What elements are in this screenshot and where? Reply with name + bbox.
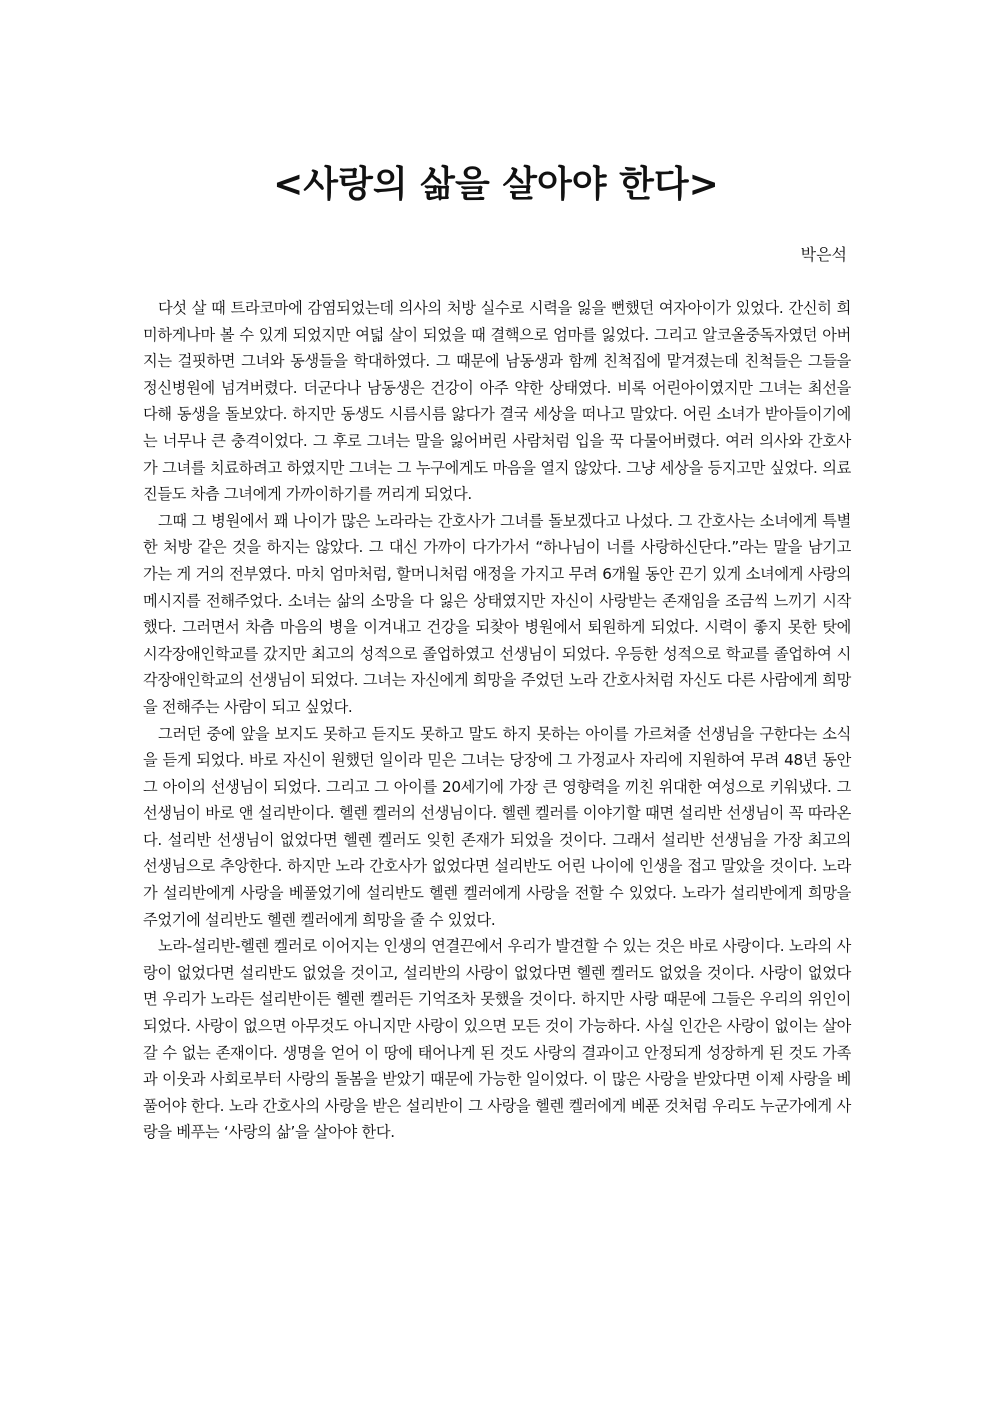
paragraph-2: 그때 그 병원에서 꽤 나이가 많은 노라라는 간호사가 그녀를 돌보겠다고 나섰다. 그 간호사는 소녀에게 특별한 처방 같은 것을 하지는 않았다. 그 대신 가까이 다가가서 “하나님이 너를 사랑하신단다.”라는 말을 남기고 가는 게 거의 전부였다. 마치 엄마처럼, 할머니처럼 애정을 가지고 무려 6개월 동안 끈기 있게 소녀에게 사랑의 메시지를 전해주었다. 소녀는 삶의 소망을 다 잃은 상태였지만 자신이 사랑받는 존재임을 조금씩 느끼기 시작했다. 그러면서 차츰 마음의 병을 이겨내고 건강을 되찾아 병원에서 퇴원하게 되었다. 시력이 좋지 못한 탓에 시각장애인학교를 갔지만 최고의 성적으로 졸업하였고 선생님이 되었다. 우등한 성적으로 학교를 졸업하여 시각장애인학교의 선생님이 되었다. 그녀는 자신에게 희망을 주었던 노라 간호사처럼 자신도 다른 사람에게 희망을 전해주는 사람이 되고 싶었다. [143, 511, 851, 716]
document-title: <사랑의 삶을 살아야 한다> [273, 164, 719, 205]
paragraph-1: 다섯 살 때 트라코마에 감염되었는데 의사의 처방 실수로 시력을 잃을 뻔했던 여자아이가 있었다. 간신히 희미하게나마 볼 수 있게 되었지만 여덟 살이 되었을 때 결핵으로 엄마를 잃었다. 그리고 알코올중독자였던 아버지는 걸핏하면 그녀와 동생들을 학대하였다. 그 때문에 남동생과 함께 친척집에 맡겨졌는데 친척들은 그들을 정신병원에 넘겨버렸다. 더군다나 남동생은 건강이 아주 약한 상태였다. 비록 어린아이였지만 그녀는 최선을 다해 동생을 돌보았다. 하지만 동생도 시름시름 앓다가 결국 세상을 떠나고 말았다. 어린 소녀가 받아들이기에는 너무나 큰 충격이었다. 그 후로 그녀는 말을 잃어버린 사람처럼 입을 꾹 다물어버렸다. 여러 의사와 간호사가 그녀를 치료하려고 하였지만 그녀는 그 누구에게도 마음을 열지 않았다. 그냥 세상을 등지고만 싶었다. 의료진들도 차츰 그녀에게 가까이하기를 꺼리게 되었다. [143, 299, 851, 504]
document-body [143, 295, 851, 1146]
author-name: 박은석 [800, 245, 847, 264]
paragraph-3: 그러던 중에 앞을 보지도 못하고 듣지도 못하고 말도 하지 못하는 아이를 가르쳐줄 선생님을 구한다는 소식을 듣게 되었다. 바로 자신이 원했던 일이라 믿은 그녀는 당장에 그 가정교사 자리에 지원하여 무려 48년 동안 그 아이의 선생님이 되었다. 그리고 그 아이를 20세기에 가장 큰 영향력을 끼친 위대한 여성으로 키워냈다. 그 선생님이 바로 앤 설리반이다. 헬렌 켈러의 선생님이다. 헬렌 켈러를 이야기할 때면 설리반 선생님이 꼭 따라온다. 설리반 선생님이 없었다면 헬렌 켈러도 잊힌 존재가 되었을 것이다. 그래서 설리반 선생님을 가장 최고의 선생님으로 추앙한다. 하지만 노라 간호사가 없었다면 설리반도 어린 나이에 인생을 접고 말았을 것이다. 노라가 설리반에게 사랑을 베풀었기에 설리반도 헬렌 켈러에게 사랑을 전할 수 있었다. 노라가 설리반에게 희망을 주었기에 설리반도 헬렌 켈러에게 희망을 줄 수 있었다. [143, 724, 851, 929]
paragraph-4: 노라-설리반-헬렌 켈러로 이어지는 인생의 연결끈에서 우리가 발견할 수 있는 것은 바로 사랑이다. 노라의 사랑이 없었다면 설리반도 없었을 것이고, 설리반의 사랑이 없었다면 헬렌 켈러도 없었을 것이다. 사랑이 없었다면 우리가 노라든 설리반이든 헬렌 켈러든 기억조차 못했을 것이다. 하지만 사랑 때문에 그들은 우리의 위인이 되었다. 사랑이 없으면 아무것도 아니지만 사랑이 있으면 모든 것이 가능하다. 사실 인간은 사랑이 없이는 살아갈 수 없는 존재이다. 생명을 얻어 이 땅에 태어나게 된 것도 사랑의 결과이고 안정되게 성장하게 된 것도 가족과 이웃과 사회로부터 사랑의 돌봄을 받았기 때문에 가능한 일이었다. 이 많은 사랑을 받았다면 이제 사랑을 베풀어야 한다. 노라 간호사의 사랑을 받은 설리반이 그 사랑을 헬렌 켈러에게 베푼 것처럼 우리도 누군가에게 사랑을 베푸는 ‘사랑의 삶’을 살아야 한다. [143, 937, 851, 1142]
